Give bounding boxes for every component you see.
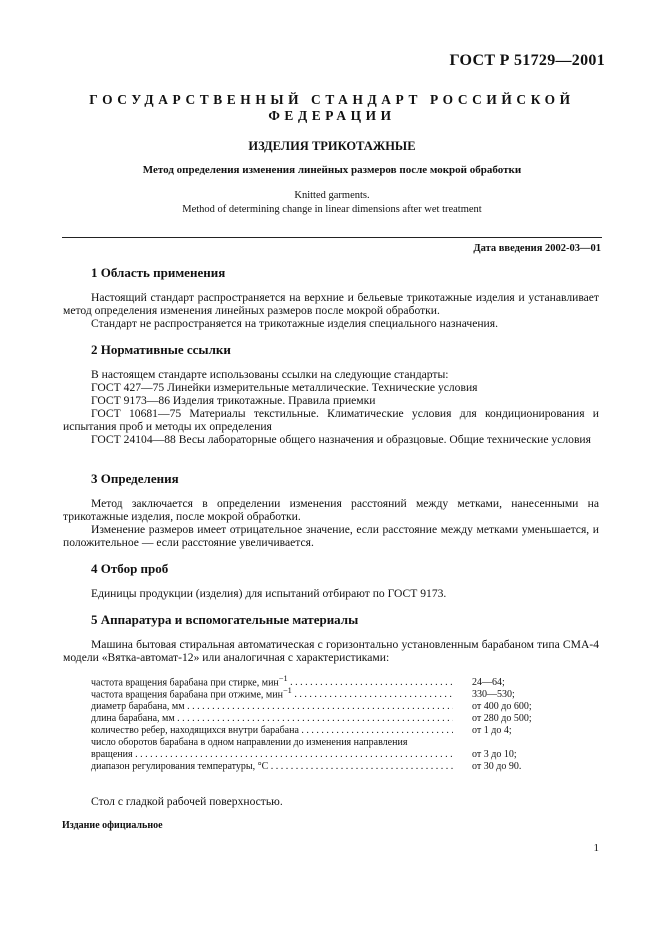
- english-title: [62, 189, 602, 217]
- section-4-heading: 4 Отбор проб: [91, 561, 169, 576]
- spec-label: частота вращения барабана при стирке, мин$^{-1}$ . . .: [91, 673, 453, 689]
- spec-value: от 1 до 4;: [472, 725, 512, 736]
- english-title-line1: Knitted garments.: [294, 190, 370, 201]
- spec-value: от 30 до 90.: [472, 761, 522, 772]
- spec-value: 330—530;: [472, 689, 515, 700]
- spec-label: число оборотов барабана в одном направлении до изменения направления вращения . . .: [91, 737, 453, 761]
- spec-label: диапазон регулирования температуры, °С . . .: [91, 761, 453, 773]
- edition-label: Издание официальное: [62, 820, 163, 831]
- section-3-paragraph-2: Изменение размеров имеет отрицательное значение, если расстояние между метками уменьшается, и положительное — если расстояние увеличивается.: [63, 523, 599, 549]
- spec-value: от 400 до 600;: [472, 701, 532, 712]
- spec-label: количество ребер, находящихся внутри барабана . . .: [91, 725, 453, 737]
- section-2-heading: 2 Нормативные ссылки: [91, 342, 231, 357]
- introduction-date: Дата введения 2002-03—01: [473, 243, 601, 254]
- spec-value: от 280 до 500;: [472, 713, 532, 724]
- english-title-line2: Method of determining change in linear dimensions after wet treatment: [182, 204, 482, 215]
- spec-row: [91, 761, 601, 773]
- spec-row: [91, 701, 601, 713]
- section-2-intro: В настоящем стандарте использованы ссылки на следующие стандарты:: [91, 368, 449, 381]
- section-1-paragraph-2: Стандарт не распространяется на трикотажные изделия специального назначения.: [91, 317, 498, 330]
- spec-row: [91, 737, 601, 761]
- section-5-paragraph-2: Стол с гладкой рабочей поверхностью.: [91, 795, 283, 808]
- section-3-paragraph-1: Метод заключается в определении изменения расстояний между метками, нанесенными на трикотажные изделия, после мокрой обработки.: [63, 497, 599, 523]
- section-1-heading: 1 Область применения: [91, 265, 226, 280]
- document-subtitle: Метод определения изменения линейных размеров после мокрой обработки: [142, 164, 522, 176]
- title-divider: [62, 237, 602, 238]
- section-1-paragraph-1: Настоящий стандарт распространяется на верхние и бельевые трикотажные изделия и устанавливает метод определения изменения линейных размеров после мокрой обработки.: [63, 291, 599, 317]
- gost-number: ГОСТ Р 51729—2001: [449, 52, 605, 69]
- section-5-paragraph-1: Машина бытовая стиральная автоматическая с горизонтально установленным барабаном типа СМА-4 модели «Вятка-автомат-12» или аналогичная с характеристиками:: [63, 638, 599, 664]
- spec-row: [91, 713, 601, 725]
- section-3-heading: 3 Определения: [91, 471, 179, 486]
- state-standard-heading: ГОСУДАРСТВЕННЫЙ СТАНДАРТ РОССИЙСКОЙ ФЕДЕРАЦИИ: [89, 92, 575, 123]
- section-5-heading: 5 Аппаратура и вспомогательные материалы: [91, 612, 359, 627]
- spec-value: от 3 до 10;: [472, 749, 517, 760]
- reference-gost-9173: ГОСТ 9173—86 Изделия трикотажные. Правила приемки: [91, 394, 376, 407]
- spec-value: 24—64;: [472, 677, 505, 688]
- reference-gost-427: ГОСТ 427—75 Линейки измерительные металлические. Технические условия: [91, 381, 478, 394]
- machine-characteristics: [91, 673, 601, 773]
- spec-row: [91, 725, 601, 737]
- spec-label: длина барабана, мм . . .: [91, 713, 453, 725]
- spec-label: частота вращения барабана при отжиме, мин$^{-1}$ . . .: [91, 685, 453, 701]
- section-4-paragraph-1: Единицы продукции (изделия) для испытаний отбирают по ГОСТ 9173.: [91, 587, 447, 600]
- spec-row: [91, 685, 601, 701]
- reference-gost-24104: ГОСТ 24104—88 Весы лабораторные общего назначения и образцовые. Общие технические условия: [91, 433, 591, 446]
- page-number: 1: [593, 842, 599, 854]
- document-title: ИЗДЕЛИЯ ТРИКОТАЖНЫЕ: [248, 139, 416, 153]
- reference-gost-10681: ГОСТ 10681—75 Материалы текстильные. Климатические условия для кондиционирования и испытания проб и методы их определения: [63, 407, 599, 433]
- spec-label: диаметр барабана, мм . . .: [91, 701, 453, 713]
